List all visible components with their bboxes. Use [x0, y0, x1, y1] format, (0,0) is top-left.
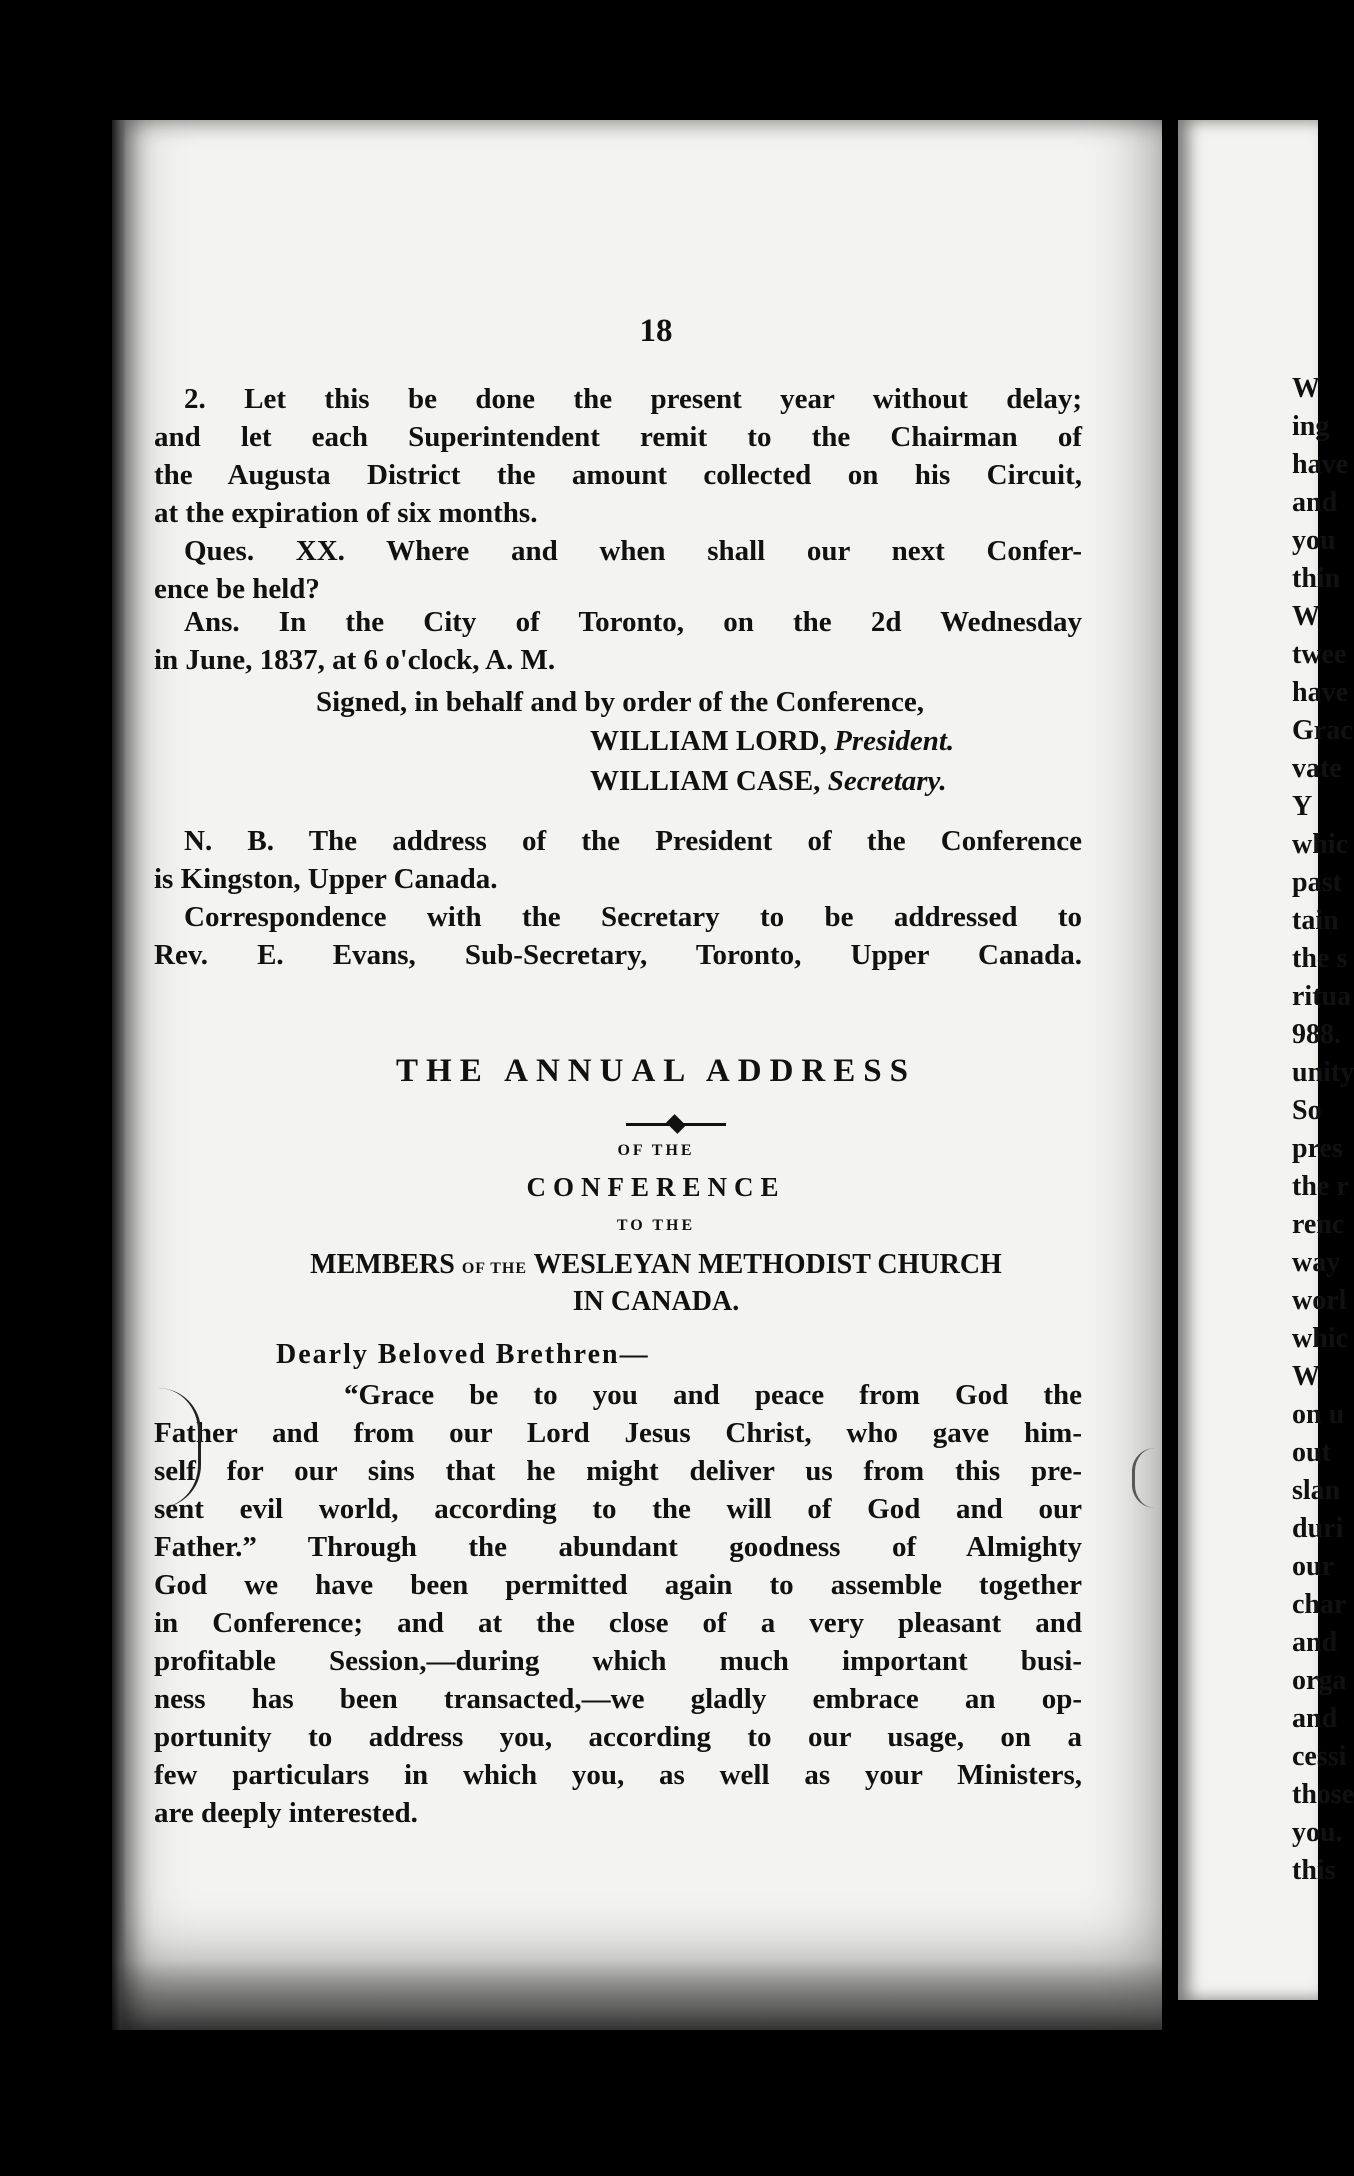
heading-to-the: TO THE [616, 1217, 696, 1234]
text-fragment: past [1292, 867, 1342, 898]
secretary-name: WILLIAM CASE, [590, 765, 821, 797]
text-line: Ans. In the City of Toronto, on the 2d Wednesday [184, 606, 1082, 638]
text-fragment: and [1292, 1703, 1338, 1734]
nota-bene [154, 822, 1082, 974]
answer-xx [154, 603, 1082, 679]
text-line: portunity to address you, according to our usage, on a [154, 1721, 1082, 1753]
text-fragment: cessi [1292, 1741, 1347, 1772]
text-line: Ques. XX. Where and when shall our next Confer- [184, 535, 1082, 567]
address-title: THE ANNUAL ADDRESS [396, 1053, 916, 1089]
text-fragment: on u [1292, 1399, 1345, 1430]
text-fragment: have [1292, 449, 1348, 480]
text-line: Correspondence with the Secretary to be addressed to [184, 901, 1082, 933]
text-line: in June, 1837, at 6 o'clock, A. M. [154, 644, 556, 676]
text-fragment: thin [1292, 563, 1341, 594]
heading-of-the: OF THE [617, 1142, 695, 1159]
text-fragment: you [1292, 525, 1336, 556]
heading-members-a: MEMBERS [310, 1249, 455, 1280]
text-fragment: and [1292, 1627, 1338, 1658]
text-fragment: So [1292, 1095, 1322, 1126]
text-fragment: our [1292, 1551, 1334, 1582]
text-fragment: and [1292, 487, 1338, 518]
text-line: in Conference; and at the close of a very pleasant and [154, 1607, 1082, 1639]
text-line: and let each Superintendent remit to the Chairman of [154, 421, 1082, 453]
text-line: profitable Session,—during which much important busi- [154, 1645, 1082, 1677]
text-line: sent evil world, according to the will of God and our [154, 1493, 1082, 1525]
text-fragment: vate [1292, 753, 1342, 784]
text-line: ness has been transacted,—we gladly embrace an op- [154, 1683, 1082, 1715]
text-fragment: this [1292, 1855, 1336, 1886]
text-fragment: way [1292, 1247, 1341, 1278]
text-line: Father and from our Lord Jesus Christ, who gave him- [154, 1417, 1082, 1449]
text-fragment: out [1292, 1437, 1331, 1468]
text-fragment: ritua [1292, 981, 1352, 1012]
text-fragment: pres [1292, 1133, 1343, 1164]
text-fragment: tain [1292, 905, 1339, 936]
text-line: 2. Let this be done the present year without delay; [184, 383, 1082, 415]
heading-members [0, 1249, 1312, 1281]
text-fragment: W [1292, 373, 1320, 404]
address-body [154, 1376, 1082, 1832]
text-line: “Grace be to you and peace from God the [344, 1379, 1082, 1411]
heading-members-of-the: OF THE [461, 1260, 527, 1277]
text-fragment: Y [1292, 791, 1313, 822]
text-fragment: char [1292, 1589, 1347, 1620]
text-line: at the expiration of six months. [154, 497, 538, 529]
text-fragment: 988. [1292, 1019, 1341, 1050]
text-fragment: W [1292, 601, 1320, 632]
heading-members-b: WESLEYAN METHODIST CHURCH [533, 1249, 1002, 1280]
text-fragment: have [1292, 677, 1348, 708]
text-fragment: whic [1292, 829, 1348, 860]
salutation: Dearly Beloved Brethren— [276, 1339, 650, 1370]
text-fragment: slan [1292, 1475, 1341, 1506]
president-title: President. [834, 725, 955, 757]
president-name: WILLIAM LORD, [590, 725, 827, 757]
paragraph-2 [154, 380, 1082, 532]
signed-line: Signed, in behalf and by order of the Conference, [316, 686, 924, 718]
text-fragment: Grac [1292, 715, 1353, 746]
text-fragment: the r [1292, 1171, 1349, 1202]
right-page-text [1292, 370, 1352, 1890]
text-line: N. B. The address of the President of the Conference [184, 825, 1082, 857]
heading-conference: CONFERENCE [526, 1172, 786, 1202]
text-fragment: duri [1292, 1513, 1344, 1544]
text-line: self for our sins that he might deliver us from this pre- [154, 1455, 1082, 1487]
page-bottom-shadow [112, 1960, 1162, 2050]
text-fragment: unity [1292, 1057, 1354, 1088]
text-fragment: whic [1292, 1323, 1348, 1354]
text-fragment: renc [1292, 1209, 1345, 1240]
text-line: are deeply interested. [154, 1797, 418, 1829]
text-line: Rev. E. Evans, Sub-Secretary, Toronto, Upper Canada. [154, 939, 1082, 971]
text-fragment: you. [1292, 1817, 1343, 1848]
text-line: ence be held? [154, 573, 320, 605]
text-fragment: W [1292, 1361, 1320, 1392]
text-fragment: twee [1292, 639, 1347, 670]
text-line: is Kingston, Upper Canada. [154, 863, 498, 895]
text-fragment: worl [1292, 1285, 1347, 1316]
text-line: Father.” Through the abundant goodness of Almighty [154, 1531, 1082, 1563]
page-number: 18 [639, 313, 673, 349]
text-fragment: ing [1292, 411, 1330, 442]
text-line: few particulars in which you, as well as your Ministers, [154, 1759, 1082, 1791]
text-fragment: the s [1292, 943, 1348, 974]
text-fragment: those [1292, 1779, 1354, 1810]
text-line: the Augusta District the amount collected on his Circuit, [154, 459, 1082, 491]
question-xx [154, 532, 1082, 608]
text-line: God we have been permitted again to assemble together [154, 1569, 1082, 1601]
secretary-title: Secretary. [827, 765, 947, 797]
text-fragment: orga [1292, 1665, 1347, 1696]
secretary-signature [590, 765, 947, 798]
president-signature [590, 725, 954, 758]
heading-in-canada: IN CANADA. [572, 1286, 740, 1317]
